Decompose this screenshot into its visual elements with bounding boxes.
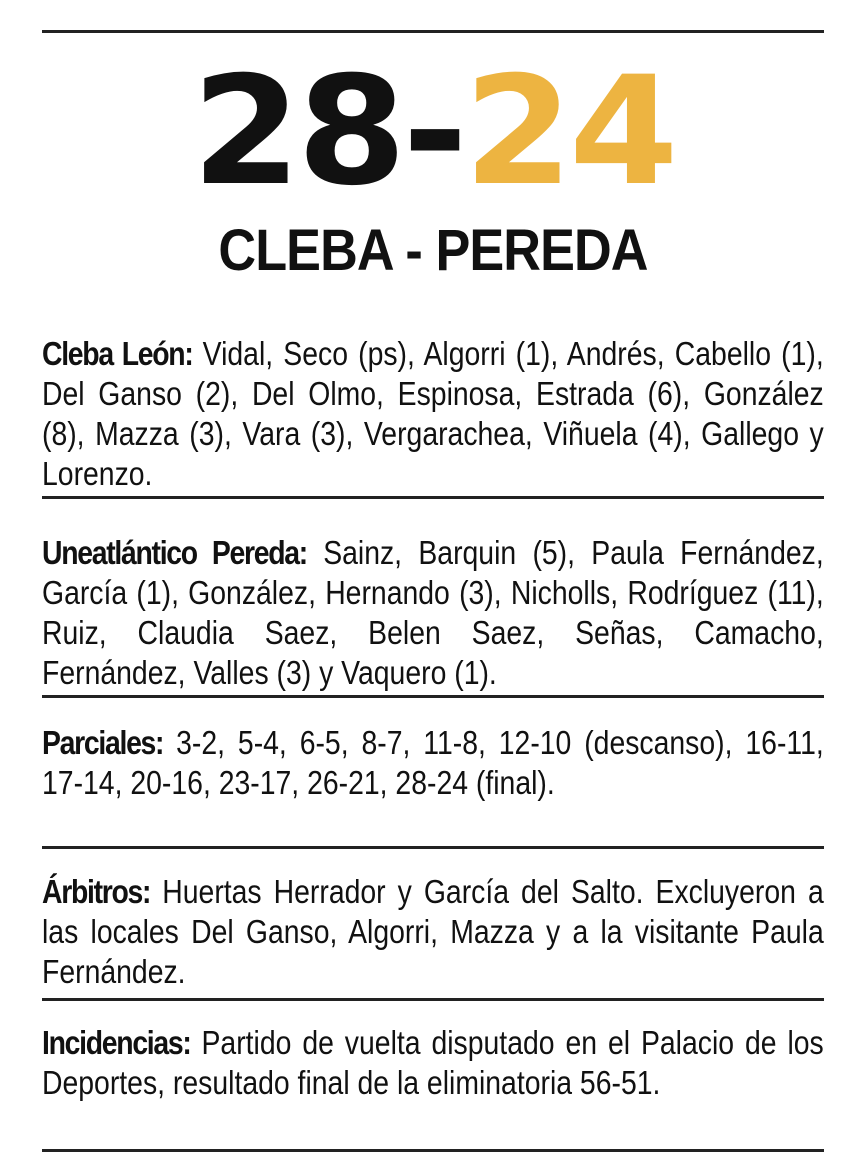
section-home-lineup xyxy=(42,334,824,494)
section-label: Uneatlántico Pereda: xyxy=(42,534,307,571)
section-divider xyxy=(42,846,824,849)
section-text: Huertas Herrador y García del Salto. Excluyeron a las locales Del Ganso, Algorri, Mazza y a la visitante Paula Fernández. xyxy=(42,873,824,990)
section-partial-scores xyxy=(42,723,824,803)
section-label: Parciales: xyxy=(42,724,164,761)
top-rule xyxy=(42,30,824,33)
section-divider xyxy=(42,695,824,698)
section-away-lineup xyxy=(42,533,824,693)
final-score xyxy=(22,45,843,219)
section-incidents xyxy=(42,1023,824,1103)
section-text: Sainz, Barquin (5), Paula Fernández, García (1), González, Hernando (3), Nicholls, Rodríguez (11), Ruiz, Claudia Saez, Belen Saez, Señas, Camacho, Fernández, Valles (3) y Vaquero (1). xyxy=(42,534,824,691)
section-divider xyxy=(42,998,824,1001)
section-label: Incidencias: xyxy=(42,1024,191,1061)
home-score: 28 xyxy=(191,45,403,219)
match-summary-box xyxy=(42,0,824,289)
section-divider xyxy=(42,496,824,499)
section-text: Partido de vuelta disputado en el Palacio de los Deportes, resultado final de la eliminatoria 56-51. xyxy=(42,1024,824,1101)
section-label: Árbitros: xyxy=(42,873,151,910)
section-text: Vidal, Seco (ps), Algorri (1), Andrés, Cabello (1), Del Ganso (2), Del Olmo, Espinosa, Estrada (6), González (8), Mazza (3), Vara (3), Vergarachea, Viñuela (4), Gallego y Lorenzo. xyxy=(42,335,824,492)
matchup-title: CLEBA - PEREDA xyxy=(218,218,648,283)
section-referees xyxy=(42,872,824,992)
section-label: Cleba León: xyxy=(42,335,193,372)
bottom-rule xyxy=(42,1149,824,1152)
away-score: 24 xyxy=(463,45,675,219)
section-text: 3-2, 5-4, 6-5, 8-7, 11-8, 12-10 (descanso), 16-11, 17-14, 20-16, 23-17, 26-21, 28-24 (final). xyxy=(42,724,824,801)
score-separator: - xyxy=(402,45,464,219)
